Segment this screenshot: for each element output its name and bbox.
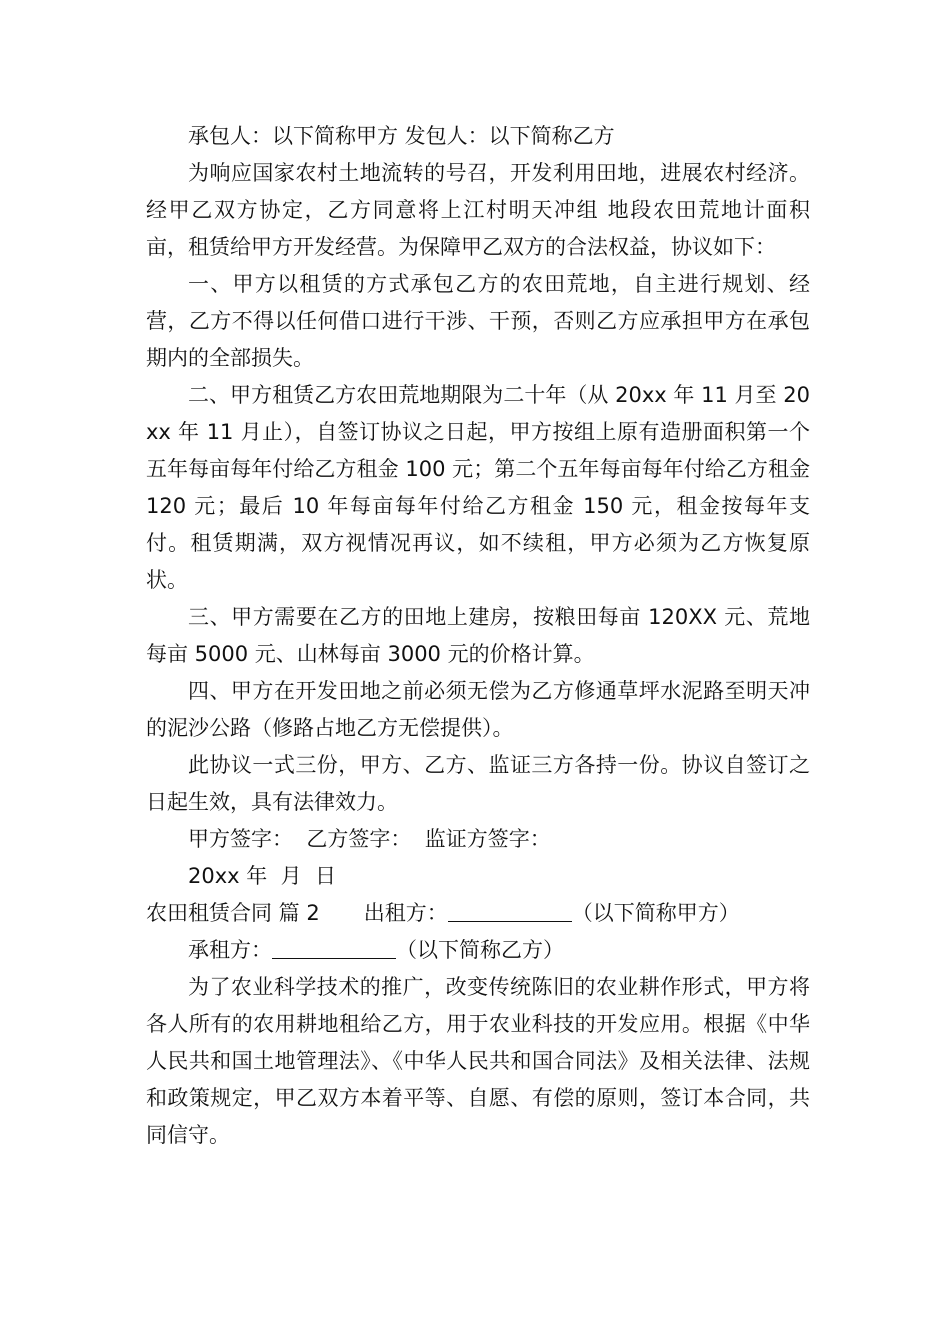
signature-line: 甲方签字： 乙方签字： 监证方签字： [188, 827, 551, 851]
lessee-line [146, 932, 810, 969]
date-line: 20xx 年 月 日 [188, 864, 336, 888]
lessor-label: 出租方： [363, 901, 448, 925]
document-page [146, 118, 810, 1154]
parties-line: 承包人：以下简称甲方 发包人：以下简称乙方 [188, 124, 615, 148]
clause-1: 一、甲方以租赁的方式承包乙方的农田荒地，自主进行规划、经营，乙方不得以任何借口进行干涉、干预，否则乙方应承担甲方在承包期内的全部损失。 [146, 272, 810, 370]
section-2-heading [146, 895, 810, 932]
lessee-label: 承租方： [188, 938, 272, 962]
lessee-suffix: （以下简称乙方） [396, 938, 564, 962]
copies-paragraph: 此协议一式三份，甲方、乙方、监证三方各持一份。协议自签订之日起生效，具有法律效力。 [146, 753, 810, 814]
clause-3: 三、甲方需要在乙方的田地上建房，按粮田每亩 120XX 元、荒地每亩 5000 元、山林每亩 3000 元的价格计算。 [146, 605, 810, 666]
clause-2: 二、甲方租赁乙方农田荒地期限为二十年（从 20xx 年 11 月至 20xx 年 11 月止），自签订协议之日起，甲方按组上原有造册面积第一个五年每亩每年付给乙方租金 100 元；第二个五年每亩每年付给乙方租金 120 元；最后 10 年每亩每年付给乙方租金 150 元，租金按每年支付。租赁期满，双方视情况再议，如不续租，甲方必须为乙方恢复原状。 [146, 383, 810, 592]
preamble-2: 为了农业科学技术的推广，改变传统陈旧的农业耕作形式，甲方将各人所有的农用耕地租给乙方，用于农业科技的开发应用。根据《中华人民共和国土地管理法》、《中华人民共和国合同法》及相关法律、法规和政策规定，甲乙双方本着平等、自愿、有偿的原则，签订本合同，共同信守。 [146, 975, 810, 1147]
lessor-suffix: （以下简称甲方） [571, 901, 740, 925]
lessee-blank[interactable] [272, 936, 396, 959]
section-title: 农田租赁合同 篇 2 [146, 901, 320, 925]
clause-4: 四、甲方在开发田地之前必须无偿为乙方修通草坪水泥路至明天冲的泥沙公路（修路占地乙方无偿提供）。 [146, 679, 810, 740]
lessor-blank[interactable] [448, 899, 572, 922]
intro-paragraph: 为响应国家农村土地流转的号召，开发利用田地，进展农村经济。经甲乙双方协定，乙方同意将上江村明天冲组 地段农田荒地计面积 亩，租赁给甲方开发经营。为保障甲乙双方的合法权益，协议如下： [146, 161, 810, 259]
